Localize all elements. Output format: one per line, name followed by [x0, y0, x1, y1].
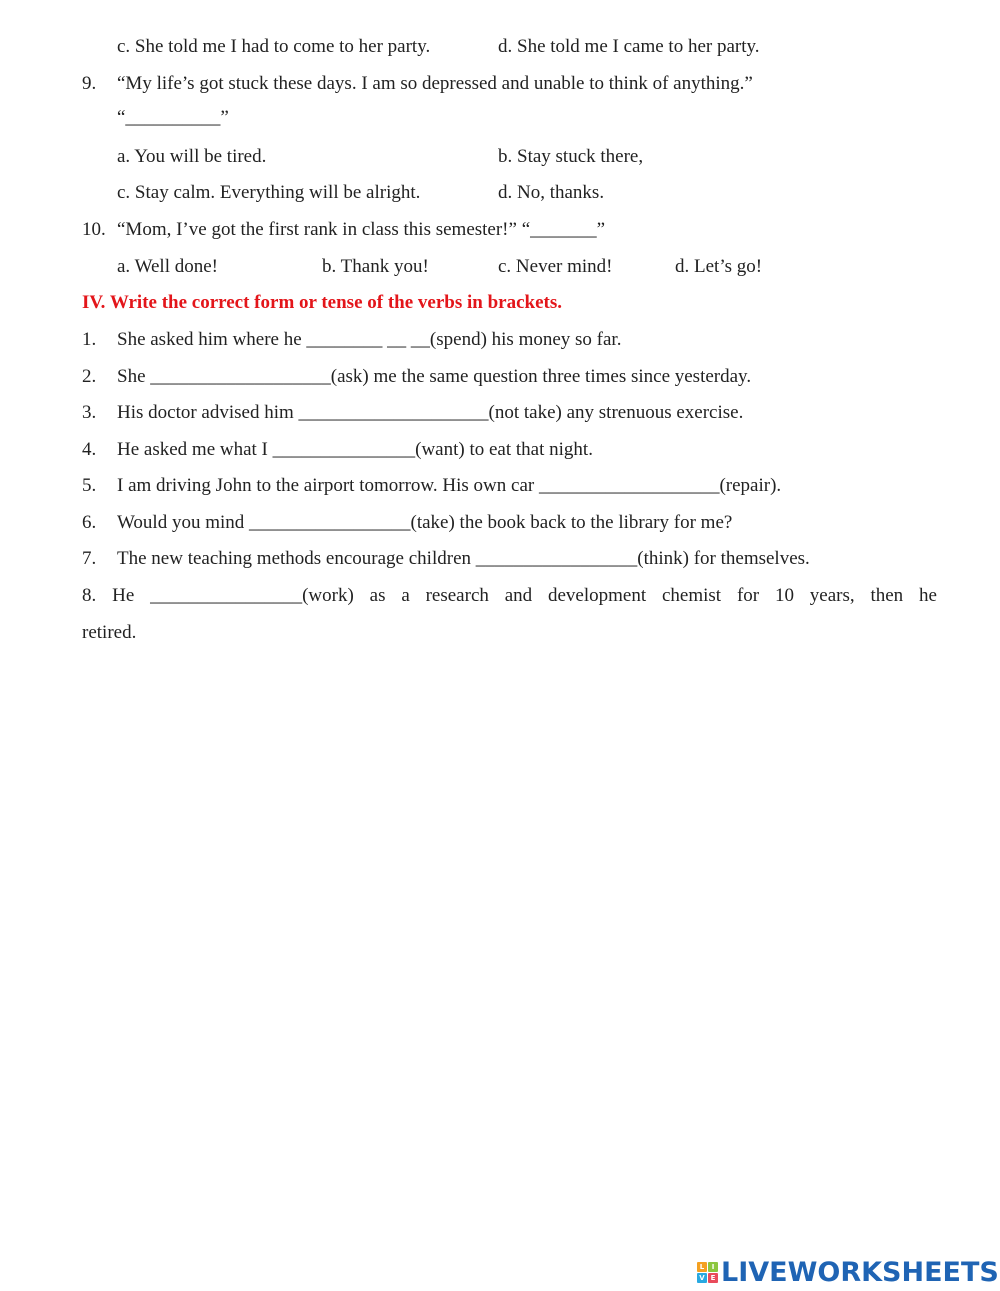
item-8-word: a: [401, 585, 410, 606]
item-8-word: then: [870, 585, 904, 606]
q10-prompt: “Mom, I’ve got the first rank in class this semester!” “_______”: [117, 219, 606, 240]
q8-option-d: d. She told me I came to her party.: [498, 36, 760, 57]
item-8-blank[interactable]: ________________(work): [150, 585, 354, 606]
q10-option-a: a. Well done!: [117, 256, 219, 277]
q9-option-c: c. Stay calm. Everything will be alright.: [117, 182, 421, 203]
item-8-word: He: [112, 585, 135, 606]
item-6-text[interactable]: Would you mind _________________(take) the book back to the library for me?: [117, 512, 733, 533]
item-2-number: 2.: [82, 366, 97, 387]
item-8-word: chemist: [661, 585, 722, 606]
q10-option-c: c. Never mind!: [498, 256, 613, 277]
item-8-word: as: [369, 585, 386, 606]
q9-prompt: “My life’s got stuck these days. I am so depressed and unable to think of anything.”: [117, 73, 753, 94]
item-6-number: 6.: [82, 512, 97, 533]
q10-number: 10.: [82, 219, 106, 240]
item-8-word: years,: [809, 585, 855, 606]
item-8-continuation: retired.: [82, 622, 137, 643]
q9-option-a: a. You will be tired.: [117, 146, 267, 167]
item-8-word: for: [736, 585, 760, 606]
q8-option-c: c. She told me I had to come to her party.: [117, 36, 431, 57]
liveworksheets-logo: [697, 1255, 999, 1289]
item-7-number: 7.: [82, 548, 97, 569]
q9-option-b: b. Stay stuck there,: [498, 146, 644, 167]
item-7-text[interactable]: The new teaching methods encourage children _________________(think) for themselves.: [117, 548, 810, 569]
q10-option-b: b. Thank you!: [322, 256, 429, 277]
item-8-word: he: [919, 585, 937, 606]
item-3-text[interactable]: His doctor advised him ____________________(not take) any strenuous exercise.: [117, 402, 744, 423]
item-8-word: development: [548, 585, 647, 606]
liveworksheets-logo-text: LIVEWORKSHEETS: [721, 1256, 999, 1288]
item-3-number: 3.: [82, 402, 97, 423]
item-8-word: and: [504, 585, 533, 606]
item-5-text[interactable]: I am driving John to the airport tomorrow. His own car ___________________(repair).: [117, 475, 782, 496]
logo-tile-l: L: [697, 1262, 707, 1272]
item-8-number: 8.: [82, 585, 97, 606]
item-4-number: 4.: [82, 439, 97, 460]
logo-tile-v: V: [697, 1273, 707, 1283]
section-4-heading: IV. Write the correct form or tense of the verbs in brackets.: [82, 292, 562, 313]
item-8-line[interactable]: [82, 586, 937, 605]
liveworksheets-logo-icon: [697, 1262, 718, 1283]
logo-tile-e: E: [708, 1273, 718, 1283]
logo-tile-i: I: [708, 1262, 718, 1272]
q10-option-d: d. Let’s go!: [675, 256, 763, 277]
item-5-number: 5.: [82, 475, 97, 496]
item-8-word: research: [425, 585, 489, 606]
item-4-text[interactable]: He asked me what I _______________(want) to eat that night.: [117, 439, 593, 460]
item-1-number: 1.: [82, 329, 97, 350]
item-1-text[interactable]: She asked him where he ________ __ __(spend) his money so far.: [117, 329, 622, 350]
item-2-text[interactable]: She ___________________(ask) me the same question three times since yesterday.: [117, 366, 752, 387]
q9-number: 9.: [82, 73, 97, 94]
item-8-word: 10: [774, 585, 794, 606]
q9-option-d: d. No, thanks.: [498, 182, 605, 203]
q9-answer-blank[interactable]: “__________”: [117, 107, 229, 128]
